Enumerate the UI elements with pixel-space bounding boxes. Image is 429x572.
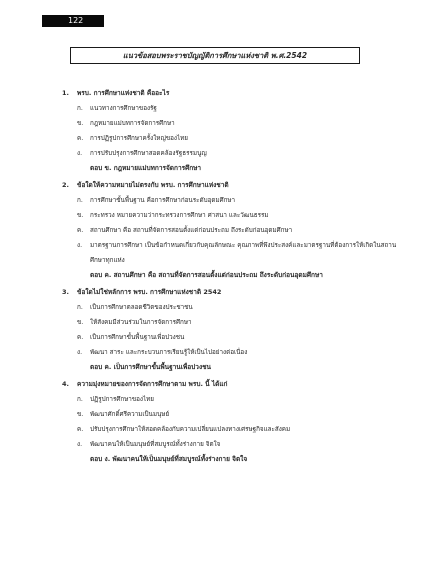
question-list xyxy=(62,86,402,469)
option-item xyxy=(62,437,402,452)
question-text: พรบ. การศึกษาแห่งชาติ คืออะไร xyxy=(77,89,170,97)
option-item xyxy=(62,422,402,437)
option-item xyxy=(62,238,402,268)
option-letter: ข. xyxy=(77,319,84,326)
option-item xyxy=(62,101,402,116)
option-letter: ข. xyxy=(77,212,84,219)
option-text: การปรับปรุงการศึกษาสอดคล้องรัฐธรรมนูญ xyxy=(90,150,207,157)
option-text: กฎหมายแม่บทการจัดการศึกษา xyxy=(90,120,175,127)
option-item xyxy=(62,208,402,223)
option-letter: ง. xyxy=(77,441,83,448)
option-text: พัฒนา สาระ และกระบวนการเรียนรู้ให้เป็นไปอย่างต่อเนื่อง xyxy=(90,349,248,356)
option-item xyxy=(62,345,402,360)
option-text: ปรับปรุงการศึกษาให้สอดคล้องกับความเปลี่ยนแปลงทางเศรษฐกิจและสังคม xyxy=(90,426,291,433)
option-letter: ค. xyxy=(77,426,84,433)
option-item xyxy=(62,330,402,345)
option-text: พัฒนาศักดิ์ศรีความเป็นมนุษย์ xyxy=(90,411,170,418)
answer-line: ตอบ ค. เป็นการศึกษาขั้นพื้นฐานเพื่อปวงชน xyxy=(90,363,211,371)
question-2 xyxy=(62,178,402,193)
option-letter: ง. xyxy=(77,150,83,157)
option-letter: ก. xyxy=(77,105,83,112)
question-1 xyxy=(62,86,402,101)
page-number: 122 xyxy=(42,15,104,27)
option-text: เป็นการศึกษาขั้นพื้นฐานเพื่อปวงชน xyxy=(90,334,185,341)
answer-line: ตอบ ค. สถานศึกษา คือ สถานที่จัดการสอนตั้งแต่ก่อนประถม ถึงระดับก่อนอุดมศึกษา xyxy=(90,271,323,279)
option-item xyxy=(62,146,402,161)
option-letter: ค. xyxy=(77,135,84,142)
option-item xyxy=(62,131,402,146)
option-item xyxy=(62,407,402,422)
option-text: พัฒนาคนให้เป็นมนุษย์ที่สมบูรณ์ทั้งร่างกาย จิตใจ xyxy=(90,441,221,448)
option-text: การศึกษาขั้นพื้นฐาน คือการศึกษาก่อนระดับอุดมศึกษา xyxy=(90,197,236,204)
option-item xyxy=(62,223,402,238)
question-number: 3. xyxy=(62,288,69,296)
question-text: ความมุ่งหมายของการจัดการศึกษาตาม พรบ. นี้ ได้แก่ xyxy=(77,380,228,388)
option-item xyxy=(62,193,402,208)
option-letter: ข. xyxy=(77,411,84,418)
option-text: กระทรวง หมายความว่ากระทรวงการศึกษา ศาสนา และวัฒนธรรม xyxy=(90,212,269,219)
question-number: 4. xyxy=(62,380,69,388)
question-text: ข้อใดให้ความหมายไม่ตรงกับ พรบ. การศึกษาแห่งชาติ xyxy=(77,181,229,189)
option-letter: ค. xyxy=(77,227,84,234)
option-text: การปฏิรูปการศึกษาครั้งใหญ่ของไทย xyxy=(90,135,188,142)
option-text: ให้สังคมมีส่วนร่วมในการจัดการศึกษา xyxy=(90,319,192,326)
option-text: ปฏิรูปการศึกษาของไทย xyxy=(90,396,154,403)
option-text: เป็นการศึกษาตลอดชีวิตของประชาชน xyxy=(90,304,193,311)
option-letter: ง. xyxy=(77,242,83,249)
option-letter: ข. xyxy=(77,120,84,127)
answer-line: ตอบ ข. กฎหมายแม่บทการจัดการศึกษา xyxy=(90,164,202,172)
option-item xyxy=(62,315,402,330)
question-text: ข้อใดไม่ใช่หลักการ พรบ. การศึกษาแห่งชาติ 2542 xyxy=(77,288,222,296)
option-letter: ก. xyxy=(77,396,83,403)
option-letter: ง. xyxy=(77,349,83,356)
option-item xyxy=(62,392,402,407)
option-letter: ค. xyxy=(77,334,84,341)
answer-line: ตอบ ง. พัฒนาคนให้เป็นมนุษย์ที่สมบูรณ์ทั้งร่างกาย จิตใจ xyxy=(90,455,248,463)
option-text: แนวทางการศึกษาของรัฐ xyxy=(90,105,157,112)
option-letter: ก. xyxy=(77,304,83,311)
option-item xyxy=(62,116,402,131)
question-4 xyxy=(62,377,402,392)
question-number: 2. xyxy=(62,181,69,189)
question-number: 1. xyxy=(62,89,69,97)
page-title: แนวข้อสอบพระราชบัญญัติการศึกษาแห่งชาติ พ.ศ.2542 xyxy=(70,47,360,64)
option-item xyxy=(62,300,402,315)
option-text: สถานศึกษา คือ สถานที่จัดการสอนตั้งแต่ก่อนประถม ถึงระดับก่อนอุดมศึกษา xyxy=(90,227,293,234)
option-letter: ก. xyxy=(77,197,83,204)
option-text: มาตรฐานการศึกษา เป็นข้อกำหนดเกี่ยวกับคุณลักษณะ คุณภาพที่พึงประสงค์และมาตรฐานที่ต้องการให้เกิดในสถานศึกษาทุกแห่ง xyxy=(90,242,397,264)
question-3 xyxy=(62,285,402,300)
